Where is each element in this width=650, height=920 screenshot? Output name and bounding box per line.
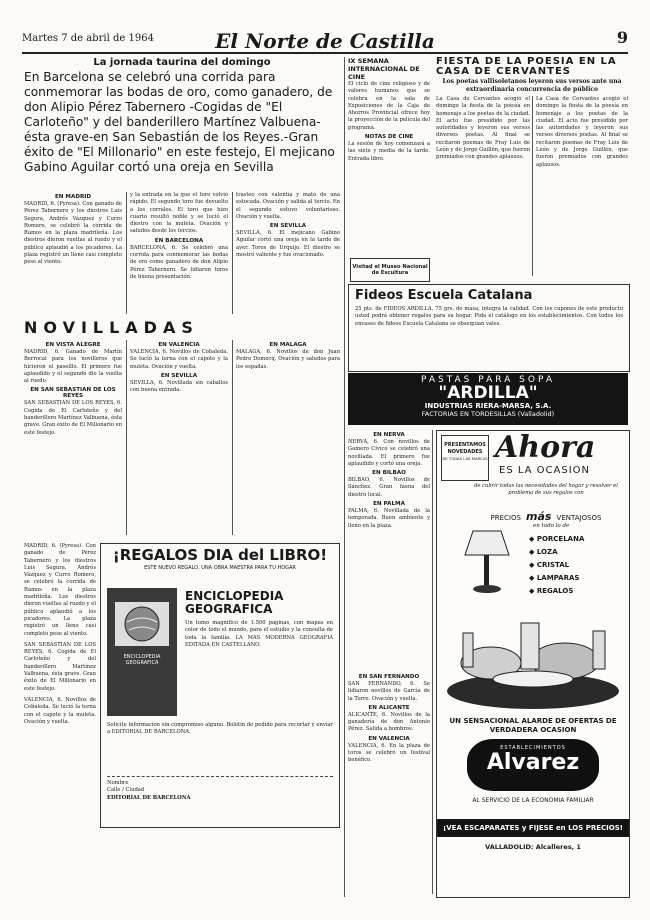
article-text: SAN SEBASTIAN DE LOS REYES, 6. Cogida de El Carloteño y del banderillero Martínez Valbuena, ésta grave. Gran éxito de El Millonario en este festejo.	[24, 400, 122, 436]
section-subhead: EN MADRID	[54, 194, 92, 200]
article-text: SAN FERNANDO, 6. Se lidiaron novillos de García de la Torre. Ovación y vuelta.	[348, 681, 430, 702]
store-address: VALLADOLID: Alcalleres, 1	[485, 843, 581, 851]
service-text: AL SERVICIO DE LA ECONOMIA FAMILIAR	[472, 797, 594, 804]
item-lamparas: ◆ LAMPARAS	[529, 574, 580, 582]
cinema-subhead: NOTAS DE CINE	[364, 134, 414, 141]
section-subhead: EN VISTA ALEGRE	[45, 342, 101, 348]
cinema-title: IX SEMANA INTERNACIONAL DE CINE	[348, 57, 420, 81]
article-text: SEVILLA, 6. Novillada sin caballos con buena entrada.	[130, 379, 228, 394]
ardilla-ad	[348, 373, 628, 425]
fideos-body: 25 pts. de FIDEOS ARDILLA, 75 grs. de masa, integra la calidad. Con los cupones de este producto usted podrá obtener regalos para su hogar. Pida el catálogo en los establecimientos. Con todos los envases de fideos Escuela Catalana se obsequian vales.	[355, 306, 623, 327]
article-text: VALENCIA, 6. Novillos de Cobaleda. Se lució la terna con el capote y la muleta. Ovación y vuelta.	[24, 696, 96, 725]
prices-tail: VENTAJOSOS	[556, 514, 602, 522]
article-text: MADRID, 6. (Pyresa). Con ganado de Pérez Tabernero y los diestros Luis Segura, Andrés Vázquez y Curro Romero, se celebró la corrida de Ramos en la plaza madrileña. Los diestros dieron vueltas al ruedo y el público aplaudió a los picadores. La plaza registró un lleno casi completo pese al viento.	[24, 201, 122, 266]
book-day-ad	[100, 543, 340, 828]
middle-lower-column-1	[348, 430, 430, 670]
issue-date: Martes 7 de abril de 1964	[22, 33, 154, 44]
items-list	[529, 533, 625, 598]
cervantes-title: FIESTA DE LA POESIA EN LA CASA DE CERVANTES	[436, 57, 617, 75]
alvarez-logo	[467, 739, 599, 791]
bullfight-column-2	[130, 192, 228, 314]
article-text: VALENCIA, 6. Novillos de Cobaleda. Se lució la terna con el capote y la muleta. Ovación y vuelta.	[130, 349, 228, 370]
globe-icon	[115, 602, 169, 646]
slogan-banner: ¡VEA ESCAPARATES y FIJESE en LOS PRECIOS!	[437, 819, 629, 837]
ahora-subtitle: ES LA OCASION	[499, 465, 591, 476]
article-text: SEVILLA, 6. El mejicano Gabino Aguilar cortó una oreja en la tarde de ayer. Toros de Urquijo. El diestro se mostró valiente y fue ovacionado.	[236, 230, 340, 259]
fideos-ad	[348, 284, 630, 372]
column-rule	[532, 96, 533, 276]
section-subhead: EN BARCELONA	[154, 237, 204, 244]
column-rule	[126, 192, 127, 314]
item-regalos: ◆ REGALOS	[529, 587, 574, 595]
middle-lower-column-2	[348, 672, 430, 894]
ardilla-brand: "ARDILLA"	[438, 383, 538, 403]
fideos-title: Fideos Escuela Catalana	[355, 288, 533, 303]
alvarez-brand: Alvarez	[486, 750, 580, 775]
novedades-box	[441, 435, 489, 481]
bullfight-kicker: La jornada taurina del domingo	[93, 57, 271, 68]
section-subhead: EN ALICANTE	[368, 704, 410, 711]
diamond-bullet-icon: ◆	[529, 548, 537, 556]
encyclopedia-title: ENCICLOPEDIA GEOGRAFICA	[185, 589, 284, 616]
novilladas-heading: NOVILLADAS	[24, 318, 199, 337]
item-cristal: ◆ CRISTAL	[529, 561, 570, 569]
novilladas-column-1	[24, 340, 122, 535]
alvarez-ad	[436, 430, 630, 898]
section-subhead: EN BILBAO	[372, 470, 406, 477]
newspaper-title: El Norte de Castilla	[215, 29, 435, 53]
novilladas-column-2	[130, 340, 228, 535]
article-text: BILBAO, 6. Novillos de Sánchez. Gran faena del diestro local.	[348, 477, 430, 498]
section-subhead: EN PALMA	[373, 501, 405, 508]
novilladas-column-3	[236, 340, 340, 535]
article-text: NERVA, 6. Con novillos de Gamero Cívico se celebró una novillada. El primero fue aplaudido y cortó una oreja.	[348, 439, 430, 467]
article-text: ALICANTE, 6. Novillos de la ganadería de don Antonio Pérez. Salida a hombros.	[348, 711, 430, 733]
cervantes-lead: Los poetas vallisoletanos leyeron sus versos ante una extraordinaria concurrencia de público	[442, 78, 622, 93]
cinema-article	[348, 57, 430, 252]
ahora-body: de cubrir todas las necesidades del hogar y resolver el problema de sus regalos con	[474, 483, 618, 496]
article-text: MALAGA, 6. Novillos de don Juan Pedro Domecq. Ovación y saludos para los espadas.	[236, 349, 340, 370]
museum-notice	[350, 258, 430, 282]
cervantes-body-2: La Casa de Cervantes acogió el domingo la fiesta de la poesía en homenaje a los poetas de la ciudad. El acto fue presidido por las autoridades y leyeron sus versos diversos poetas. Al final se recitaron poemas de Fray Luis de León y de Jorge Guillén, que fueron premiados con grandes aplausos.	[536, 96, 628, 168]
bullfight-headline: En Barcelona se celebró una corrida para conmemorar las bodas de oro, como ganadero, de don Alipio Pérez Tabernero -Cogidas de "El Carloteño" y del banderillero Martínez Valbuena-ésta grave-en San Sebastián de los Reyes.-Gran éxito de "El Millonario" en este festejo, El mejicano Gabino Aguilar cortó una oreja en Sevilla	[24, 70, 335, 174]
column-rule	[232, 192, 233, 314]
items-heading: en todo lo de	[533, 523, 570, 529]
museum-notice-text: Visitad el Museo Nacional de Escultura	[352, 264, 428, 276]
diamond-bullet-icon: ◆	[529, 535, 537, 543]
section-subhead: EN VALENCIA	[158, 342, 200, 348]
column-rule	[432, 430, 433, 894]
book-cover-label: ENCICLOPEDIA GEOGRAFICA	[123, 654, 161, 666]
section-subhead: EN NERVA	[373, 432, 405, 438]
article-text: MADRID, 6. Ganado de Martín Berrocal para los novilleros que hicieron el paseíllo. El primero fue aplaudido y el segundo dio la vuelta al ruedo.	[24, 349, 122, 385]
article-text: VALENCIA, 6. En la plaza de toros se celebró un festival benéfico.	[348, 742, 430, 764]
article-text: BARCELONA, 6. Se celebró una corrida para conmemorar las bodas de oro como ganadero de don Alipio Pérez Tabernero. Se lidiaron toros de buena presentación.	[130, 244, 228, 280]
cinema-sub-body: La sesión de hoy comenzará a las siete y media de la tarde. Entrada libre.	[348, 141, 430, 162]
encyclopedia-description: Un tomo magnífico de 1.500 páginas, con mapas en color de todo el mundo, para el estudio y la consulta de toda la familia. LA MAS MODERNA GEOGRAFIA EDITADA EN CASTELLANO.	[185, 620, 333, 648]
article-text: y la entrada en la que el toro volvió rápido. El segundo toro fue devuelto a los corrales. El toro que hizo cuarto resultó noble y se lució el diestro con la muleta. Ovación y saludos desde los tercios.	[130, 192, 228, 235]
cervantes-body-1: La Casa de Cervantes acogió el domingo la fiesta de la poesía en homenaje a los poetas de la ciudad. El acto fue presidido por las autoridades y leyeron sus versos diversos poetas. Al final se recitaron poemas de Fray Luis de León y de Jorge Guillén, que fueron premiados con grandes aplausos.	[436, 96, 530, 161]
diamond-bullet-icon: ◆	[529, 561, 537, 569]
diamond-bullet-icon: ◆	[529, 574, 537, 582]
book-ad-bottom-text: Solicite información sin compromiso alguno. Boletín de pedido para recortar y enviar a EDITORIAL DE BARCELONA.	[107, 722, 333, 736]
section-subhead: EN SAN FERNANDO	[358, 674, 420, 680]
section-subhead: EN MALAGA	[269, 342, 307, 348]
ardilla-company: INDUSTRIAS RIERA-MARSA, S.A.	[424, 402, 552, 410]
ardilla-top-line: PASTAS PARA SOPA	[421, 375, 555, 385]
prices-script: más	[526, 510, 552, 523]
book-ad-title: ¡REGALOS DIA del LIBRO!	[112, 546, 328, 564]
establecimientos-label: ESTABLECIMIENTOS	[500, 745, 566, 751]
article-text: SAN SEBASTIAN DE LOS REYES, 6. Cogida de El Carloteño y del banderillero Martínez Valbuena, ésta grave. Gran éxito de El Millonario en este festejo.	[24, 641, 96, 692]
left-lower-column	[24, 543, 96, 893]
cinema-body: El ciclo de cine religioso y de valores humanos que se celebra en la sala de Exposiciones de la Caja de Ahorros Provincial ofrece hoy la proyección de la película del programa.	[348, 81, 430, 131]
item-loza: ◆ LOZA	[529, 548, 558, 556]
article-text: MADRID, 6. (Pyresa). Con ganado de Pérez Tabernero y los diestros Luis Segura, Andrés Vázquez y Curro Romero, se celebró la corrida de Ramos en la plaza madrileña. Los diestros dieron vueltas al ruedo y el público aplaudió a los picadores. La plaza registró un lleno casi completo pese al viento.	[24, 543, 96, 637]
article-text: PALMA, 6. Novillada de la temporada. Buen ambiente y lleno en la plaza.	[348, 508, 430, 529]
order-coupon[interactable]	[107, 776, 333, 821]
article-text: trasteo con valentía y mató de una estocada. Ovación y salida al tercio. En el segundo estuvo voluntarioso. Ovación y vuelta.	[236, 192, 340, 220]
novedades-title: PRESENTAMOS NOVEDADES	[444, 442, 486, 455]
section-subhead: EN SAN SEBASTIAN DE LOS REYES	[30, 387, 116, 400]
tableware-illustration	[443, 603, 623, 713]
page-number: 9	[616, 28, 628, 47]
ahora-title: Ahora	[495, 430, 596, 465]
alarde-text: UN SENSACIONAL ALARDE DE OFERTAS DE VERDADERA OCASION	[449, 717, 617, 734]
item-porcelana: ◆ PORCELANA	[529, 535, 585, 543]
encyclopedia-book-illustration	[107, 588, 177, 716]
coupon-city-line: Calle / Ciudad	[107, 787, 145, 794]
bullfight-column-3	[236, 192, 340, 314]
column-rule	[232, 340, 233, 535]
column-rule	[126, 340, 127, 535]
publisher-name: EDITORIAL DE BARCELONA	[107, 794, 191, 801]
section-subhead: EN SEVILLA	[160, 372, 198, 379]
section-subhead: EN SEVILLA	[269, 223, 307, 230]
coupon-name-line: Nombre	[107, 780, 129, 786]
prices-label: PRECIOS	[490, 514, 521, 522]
bullfight-column-1	[24, 192, 122, 314]
lamp-illustration	[443, 521, 527, 601]
ardilla-factory: FACTORIAS EN TORDESILLAS (Valladolid)	[421, 410, 555, 418]
diamond-bullet-icon: ◆	[529, 587, 537, 595]
column-rule	[344, 57, 345, 897]
book-ad-intro: ESTE NUEVO REGALO, UNA OBRA MAESTRA PARA TU HOGAR	[144, 565, 296, 571]
novedades-subtitle: DE TODAS LAS MARCAS	[442, 456, 488, 461]
masthead	[22, 30, 628, 54]
section-subhead: EN VALENCIA	[368, 735, 410, 742]
